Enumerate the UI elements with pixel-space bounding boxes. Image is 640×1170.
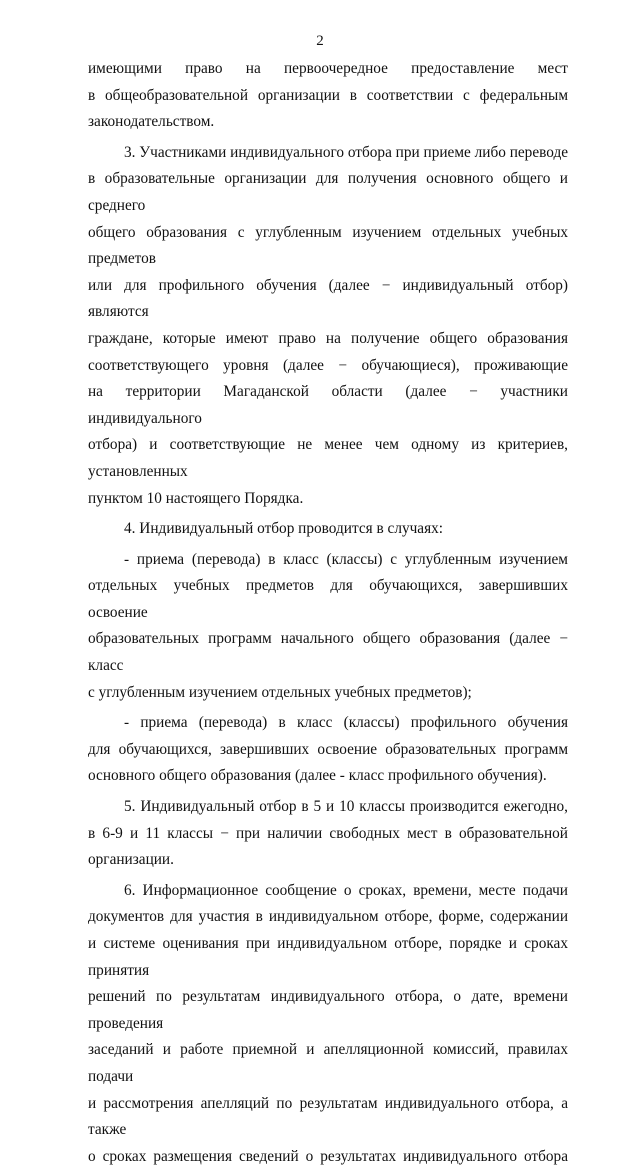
text-line: в общеобразовательной организации в соответствии с федеральным: [88, 86, 568, 104]
text-line: - приема (перевода) в класс (классы) с углубленным изучением: [124, 550, 568, 568]
text-line: соответствующего уровня (далее − обучающиеся), проживающие: [88, 356, 568, 374]
text-line: о сроках размещения сведений о результатах индивидуального отбора: [88, 1147, 568, 1165]
text-line: основного общего образования (далее - класс профильного обучения).: [88, 767, 547, 785]
text-line: законодательством.: [88, 113, 215, 131]
document-body: [88, 56, 568, 1170]
text-line: организации.: [88, 851, 174, 869]
text-line: документов для участия в индивидуальном отборе, форме, содержании: [88, 908, 568, 926]
text-line: решений по результатам индивидуального отбора, о дате, времени проведения: [88, 988, 568, 1032]
text-line: в образовательные организации для получения основного общего и среднего: [88, 170, 568, 214]
text-line: общего образования с углубленным изучением отдельных учебных предметов: [88, 223, 568, 268]
text-line: 6. Информационное сообщение о сроках, времени, месте подачи: [124, 881, 568, 899]
text-line: граждане, которые имеют право на получение общего образования: [88, 329, 568, 347]
text-line: и системе оценивания при индивидуальном отборе, порядке и сроках принятия: [88, 935, 568, 979]
text-line: отбора) и соответствующие не менее чем одному из критериев, установленных: [88, 436, 568, 480]
text-line: образовательных программ начального общего образования (далее − класс: [88, 630, 568, 675]
text-line: отдельных учебных предметов для обучающихся, завершивших освоение: [88, 577, 568, 621]
text-line: с углубленным изучением отдельных учебных предметов);: [88, 683, 472, 701]
text-line: 3. Участниками индивидуального отбора при приеме либо переводе: [124, 143, 569, 161]
page-number: 2: [316, 33, 324, 49]
text-line: пунктом 10 настоящего Порядка.: [88, 489, 304, 507]
text-line: 4. Индивидуальный отбор проводится в случаях:: [124, 520, 444, 538]
text-line: на территории Магаданской области (далее − участники индивидуального: [88, 383, 568, 427]
text-line: заседаний и работе приемной и апелляционной комиссий, правилах подачи: [88, 1041, 568, 1085]
text-line: для обучающихся, завершивших освоение образовательных программ: [88, 740, 568, 758]
text-line: в 6-9 и 11 классы − при наличии свободных мест в образовательной: [88, 824, 568, 842]
text-line: и рассмотрения апелляций по результатам индивидуального отбора, а также: [88, 1094, 568, 1139]
text-line: - приема (перевода) в класс (классы) профильного обучения: [124, 714, 568, 732]
text-line: имеющими право на первоочередное предоставление мест: [88, 60, 568, 77]
text-line: 5. Индивидуальный отбор в 5 и 10 классы производится ежегодно,: [124, 798, 568, 816]
text-line: или для профильного обучения (далее − индивидуальный отбор) являются: [88, 276, 568, 321]
